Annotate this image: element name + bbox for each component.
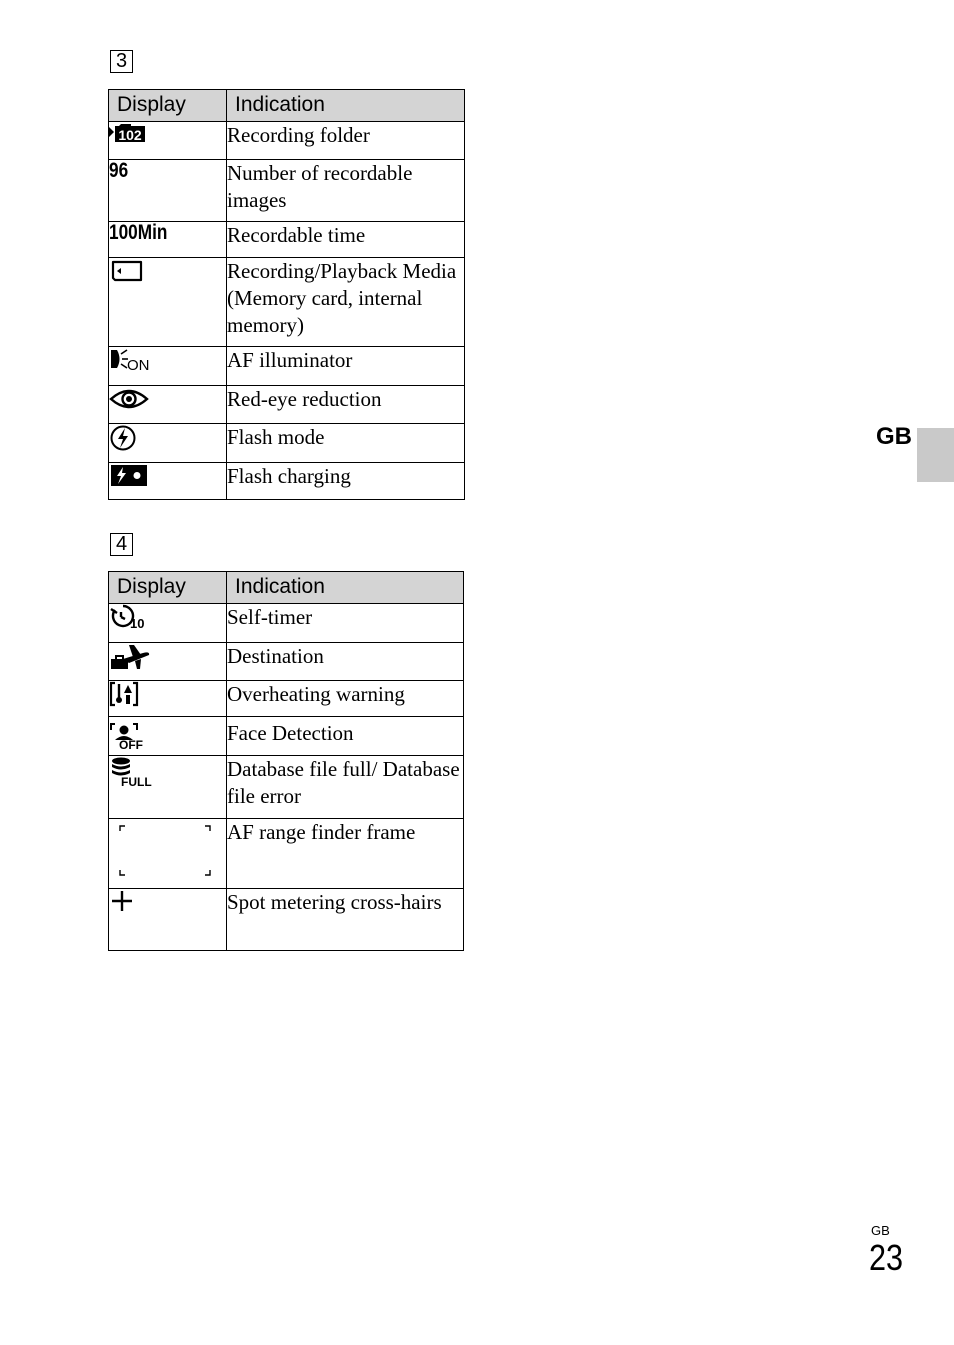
- overheating-icon: [109, 681, 141, 707]
- display-cell: [109, 819, 227, 889]
- display-cell: [109, 160, 227, 222]
- display-cell: [109, 222, 227, 258]
- section-marker-4: 4: [110, 533, 133, 556]
- display-cell: [109, 386, 227, 424]
- svg-text:ON: ON: [127, 357, 150, 371]
- indication-cell: AF illuminator: [227, 347, 465, 386]
- flash-charging-icon: [109, 463, 149, 487]
- table-row: [109, 643, 464, 681]
- column-header-indication: Indication: [227, 572, 464, 604]
- column-header-display: Display: [109, 572, 227, 604]
- table-row: [109, 681, 464, 717]
- table-row: [109, 756, 464, 819]
- svg-text:OFF: OFF: [119, 738, 143, 750]
- indication-cell: Number of recordable images: [227, 160, 465, 222]
- table-row: [109, 604, 464, 643]
- display-cell: [109, 604, 227, 643]
- footer-language: GB: [871, 1223, 890, 1238]
- self-timer-icon: [109, 604, 149, 630]
- display-cell: [109, 889, 227, 951]
- indication-cell: Recordable time: [227, 222, 465, 258]
- table-row: [109, 258, 465, 347]
- display-cell: [109, 122, 227, 160]
- eye-icon: [109, 386, 149, 412]
- display-cell: [109, 681, 227, 717]
- indication-cell: Destination: [227, 643, 464, 681]
- indication-cell: Face Detection: [227, 717, 464, 756]
- language-tab: [917, 428, 954, 482]
- table-row: [109, 463, 465, 500]
- indication-cell: Self-timer: [227, 604, 464, 643]
- display-cell: [109, 756, 227, 819]
- table-header-row: [109, 90, 465, 122]
- table-row: [109, 717, 464, 756]
- memory-card-icon: [109, 258, 145, 284]
- af-range-frame-icon: [109, 819, 225, 883]
- table-row: [109, 386, 465, 424]
- indication-cell: Overheating warning: [227, 681, 464, 717]
- table-row: [109, 424, 465, 463]
- table-row: [109, 819, 464, 889]
- column-header-indication: Indication: [227, 90, 465, 122]
- svg-text:102: 102: [118, 127, 142, 143]
- indication-cell: Recording/Playback Media (Memory card, internal memory): [227, 258, 465, 347]
- section-marker-3: 3: [110, 50, 133, 73]
- flash-mode-icon: [109, 424, 139, 452]
- svg-text:10: 10: [130, 616, 145, 630]
- recording-folder-icon: [109, 122, 149, 144]
- face-detection-icon: [109, 722, 149, 750]
- page-number: 23: [869, 1237, 904, 1278]
- crosshair-icon: [109, 889, 135, 915]
- indication-cell: Flash mode: [227, 424, 465, 463]
- svg-text:FULL: FULL: [121, 775, 152, 788]
- display-cell: [109, 258, 227, 347]
- indication-cell: AF range finder frame: [227, 819, 464, 889]
- table-row: [109, 889, 464, 951]
- af-illuminator-icon: [109, 347, 153, 371]
- display-table-4: [108, 571, 464, 951]
- display-table-3: [108, 89, 465, 500]
- table-row: [109, 122, 465, 160]
- database-full-icon: [109, 756, 153, 788]
- indication-cell: Flash charging: [227, 463, 465, 500]
- indication-cell: Red-eye reduction: [227, 386, 465, 424]
- indication-cell: Database file full/ Database file error: [227, 756, 464, 819]
- recordable-images-count: 96: [109, 159, 129, 182]
- display-cell: [109, 347, 227, 386]
- language-tab-label: GB: [876, 423, 912, 450]
- table-row: [109, 222, 465, 258]
- indication-cell: Spot metering cross-hairs: [227, 889, 464, 951]
- table-header-row: [109, 572, 464, 604]
- table-row: [109, 160, 465, 222]
- recordable-time-value: 100Min: [109, 221, 168, 244]
- display-cell: [109, 717, 227, 756]
- display-cell: [109, 463, 227, 500]
- indication-cell: Recording folder: [227, 122, 465, 160]
- display-cell: [109, 424, 227, 463]
- table-row: [109, 347, 465, 386]
- column-header-display: Display: [109, 90, 227, 122]
- display-cell: [109, 643, 227, 681]
- destination-airplane-icon: [109, 643, 151, 671]
